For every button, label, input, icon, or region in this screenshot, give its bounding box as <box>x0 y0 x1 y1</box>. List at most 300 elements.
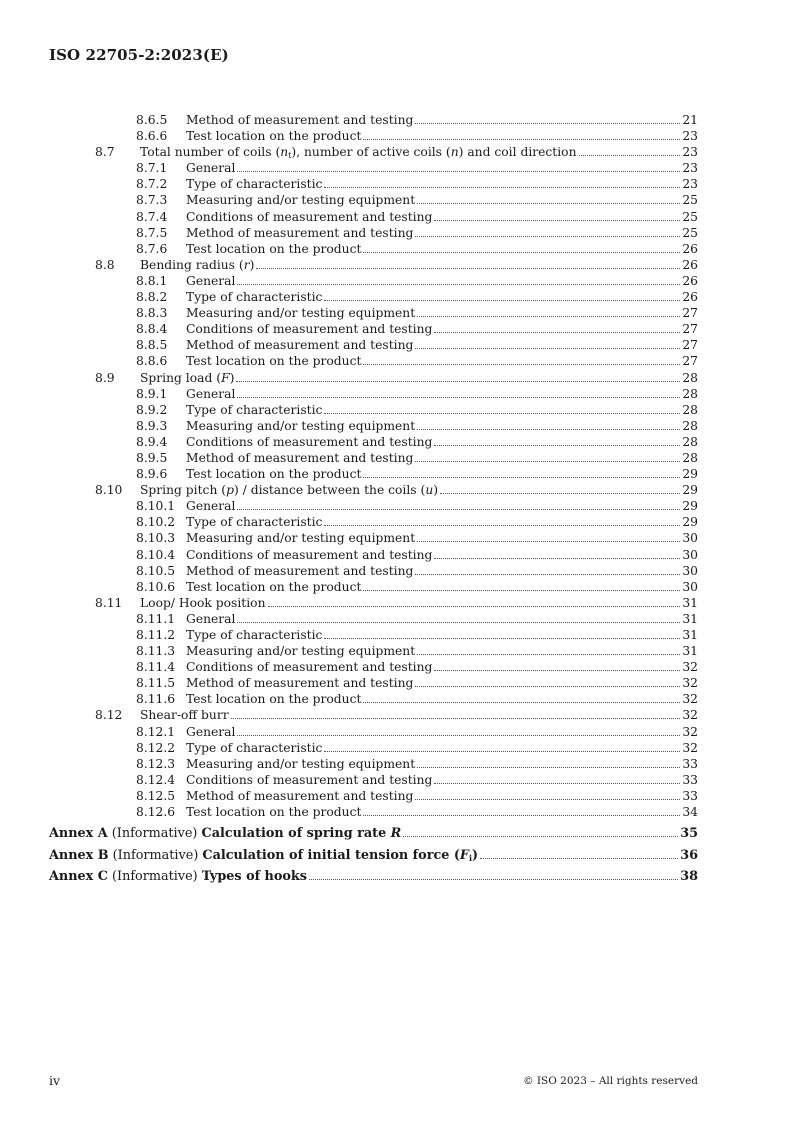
toc-entry-page[interactable]: 34 <box>682 805 698 820</box>
toc-entry-line <box>186 450 698 466</box>
title-variable: u <box>425 483 434 498</box>
toc-entry[interactable] <box>0 289 793 305</box>
title-variable: R <box>390 826 402 842</box>
dot-leader <box>237 509 680 510</box>
annex-page[interactable]: 38 <box>680 869 698 885</box>
toc-entry-page[interactable]: 30 <box>682 563 698 578</box>
toc-entry-line <box>140 707 698 723</box>
dot-leader <box>309 879 678 880</box>
toc-entry[interactable] <box>0 756 793 772</box>
toc-entry[interactable] <box>0 337 793 353</box>
toc-entry-line <box>186 273 698 289</box>
toc-entry-title[interactable]: Conditions of measurement and testing <box>186 547 433 562</box>
toc-entry[interactable] <box>0 611 793 627</box>
toc-entry[interactable] <box>0 595 793 611</box>
dot-leader <box>324 525 680 526</box>
toc-entry[interactable] <box>0 144 793 160</box>
toc-entry-page[interactable]: 29 <box>682 467 698 482</box>
annex-entry[interactable] <box>0 866 793 888</box>
toc-entry-page[interactable]: 29 <box>682 483 698 498</box>
toc-entry-number: 8.8.1 <box>136 273 168 288</box>
toc-entry-number: 8.7.1 <box>136 161 168 176</box>
toc-entry-line <box>186 627 698 643</box>
toc-entry-title[interactable]: Measuring and/or testing equipment <box>186 306 416 321</box>
toc-entry[interactable] <box>0 257 793 273</box>
toc-entry-line <box>186 740 698 756</box>
toc-entry-line <box>186 225 698 241</box>
toc-entry-number: 8.12.2 <box>136 740 176 755</box>
toc-entry-page[interactable]: 32 <box>682 740 698 755</box>
dot-leader <box>324 638 680 639</box>
toc-entry-page[interactable]: 26 <box>682 290 698 305</box>
toc-entry-number: 8.9.4 <box>136 434 168 449</box>
toc-entry-title[interactable]: Type of characteristic <box>186 740 323 755</box>
title-subscript: i <box>469 852 473 863</box>
dot-leader <box>363 139 680 140</box>
toc-entry-line <box>186 772 698 788</box>
toc-entry[interactable] <box>0 804 793 820</box>
toc-entry-title[interactable]: Test location on the product <box>186 241 362 256</box>
toc-entry[interactable] <box>0 659 793 675</box>
toc-entry-line <box>186 514 698 530</box>
annex-label: Annex A <box>49 826 108 842</box>
toc-entry-title[interactable]: Type of characteristic <box>186 628 323 642</box>
toc-entry[interactable] <box>0 482 793 498</box>
toc-entry-page[interactable]: 29 <box>682 499 698 514</box>
dot-leader <box>434 783 680 784</box>
toc-entry-line <box>186 160 698 176</box>
dot-leader <box>434 332 680 333</box>
toc-entry-title[interactable]: Measuring and/or testing equipment <box>186 193 416 208</box>
title-variable: n <box>280 145 289 160</box>
toc-entry[interactable] <box>0 724 793 740</box>
annex-title[interactable] <box>202 866 307 888</box>
toc-entry-line <box>186 321 698 337</box>
toc-entry-line <box>186 498 698 514</box>
title-text: ) and coil direction <box>458 145 577 160</box>
toc-entry-page[interactable]: 26 <box>682 257 698 272</box>
toc-entry-title[interactable]: Shear-off burr <box>140 708 229 723</box>
dot-leader <box>324 413 680 414</box>
annex-page[interactable]: 35 <box>680 826 698 842</box>
title-variable: r <box>243 257 250 272</box>
toc-entry-title[interactable]: Method of measurement and testing <box>186 113 414 127</box>
toc-entry-number: 8.6.6 <box>136 129 168 144</box>
toc-entry-title[interactable] <box>140 482 438 498</box>
title-variable: F <box>221 370 230 385</box>
toc-entry-number: 8.12 <box>95 708 123 723</box>
title-text: Total number of coils ( <box>140 145 281 160</box>
toc-entry[interactable] <box>0 772 793 788</box>
toc-entry-number: 8.9.5 <box>136 450 168 465</box>
title-variable: F <box>459 847 469 863</box>
dot-leader <box>417 316 680 317</box>
title-text: Types of hooks <box>201 869 308 885</box>
toc-entry[interactable] <box>0 128 793 144</box>
dot-leader <box>256 268 680 269</box>
toc-entry-line <box>186 643 698 659</box>
toc-entry-line <box>140 595 698 611</box>
title-text: Calculation of spring rate <box>201 826 391 842</box>
toc-entry-number: 8.9 <box>95 370 115 385</box>
dot-leader <box>417 429 680 430</box>
toc-entry-number: 8.7.2 <box>136 177 168 192</box>
toc-entry-page[interactable]: 31 <box>682 595 698 610</box>
toc-entry-line <box>186 466 698 482</box>
toc-entry-line <box>186 611 698 627</box>
toc-entry-title[interactable]: Conditions of measurement and testing <box>186 322 433 337</box>
toc-entry-title[interactable] <box>140 370 234 386</box>
annex-entry[interactable] <box>0 845 793 867</box>
toc-entry-page[interactable]: 23 <box>682 177 698 192</box>
toc-entry-page[interactable]: 27 <box>682 322 698 337</box>
toc-entry[interactable] <box>0 241 793 257</box>
annex-kind: (Informative) <box>111 826 198 842</box>
toc-entry-line <box>140 482 698 498</box>
toc-entry-title[interactable]: Method of measurement and testing <box>186 225 414 240</box>
toc-entry-line <box>186 305 698 321</box>
toc-entry[interactable] <box>0 225 793 241</box>
toc-entry-line <box>186 128 698 144</box>
toc-entry-page[interactable]: 33 <box>682 756 698 771</box>
toc-entry-title[interactable]: Conditions of measurement and testing <box>186 660 433 675</box>
toc-entry-title[interactable]: Type of characteristic <box>186 290 323 305</box>
annex-entry[interactable] <box>0 823 793 845</box>
annex-page[interactable]: 36 <box>680 847 698 863</box>
toc-entry-title[interactable]: Test location on the product <box>186 129 362 144</box>
toc-entry-line <box>186 530 698 546</box>
toc-entry-line <box>186 675 698 691</box>
dot-leader <box>440 493 680 494</box>
toc-entry-page[interactable]: 21 <box>682 113 698 127</box>
toc-entry-number: 8.11.5 <box>136 676 176 691</box>
toc-entry[interactable] <box>0 273 793 289</box>
toc-entry-number: 8.7.4 <box>136 209 168 224</box>
annex-title[interactable] <box>202 845 478 867</box>
toc-entry-page[interactable]: 29 <box>682 515 698 530</box>
toc-entry-page[interactable]: 28 <box>682 434 698 449</box>
title-text: Bending radius ( <box>140 257 244 272</box>
toc-entry-number: 8.11.4 <box>136 660 176 675</box>
toc-entry-page[interactable]: 31 <box>682 628 698 642</box>
toc-entry-page[interactable]: 28 <box>682 418 698 433</box>
toc-entry-page[interactable]: 31 <box>682 611 698 626</box>
toc-entry[interactable] <box>0 466 793 482</box>
toc-entry-number: 8.7 <box>95 145 115 160</box>
annex-entry-line <box>49 845 698 867</box>
toc-entry-number: 8.7.6 <box>136 241 168 256</box>
toc-entry[interactable] <box>0 691 793 707</box>
toc-entry-number: 8.11.3 <box>136 644 176 659</box>
toc-entry-page[interactable]: 32 <box>682 724 698 739</box>
dot-leader <box>415 461 680 462</box>
title-variable: n <box>450 145 459 160</box>
toc-entry[interactable] <box>0 321 793 337</box>
dot-leader <box>415 123 680 124</box>
toc-entry-number: 8.8.3 <box>136 306 168 321</box>
toc-entry-title[interactable]: Method of measurement and testing <box>186 450 414 465</box>
annex-entry-line <box>49 866 698 888</box>
toc-entry-line <box>186 176 698 192</box>
toc-entry-page[interactable]: 27 <box>682 306 698 321</box>
toc-entry-title[interactable]: Type of characteristic <box>186 515 323 530</box>
toc-entry-page[interactable]: 23 <box>682 129 698 144</box>
title-text: ), number of active coils ( <box>291 145 451 160</box>
toc-entry-line <box>186 547 698 563</box>
annex-label: Annex B <box>49 847 109 863</box>
toc-entry[interactable] <box>0 707 793 723</box>
toc-entry[interactable] <box>0 450 793 466</box>
toc-entry[interactable] <box>0 112 793 128</box>
toc-entry-title[interactable]: General <box>186 386 236 401</box>
toc-entry-title[interactable]: Measuring and/or testing equipment <box>186 418 416 433</box>
toc-entry-number: 8.10.5 <box>136 563 176 578</box>
toc-entry[interactable] <box>0 192 793 208</box>
toc-entry-number: 8.8.6 <box>136 354 168 369</box>
toc-entry-title[interactable]: Measuring and/or testing equipment <box>186 644 416 659</box>
toc-entry-page[interactable]: 25 <box>682 209 698 224</box>
title-text: ) <box>229 370 235 385</box>
dot-leader <box>434 220 680 221</box>
toc-entry-page[interactable]: 33 <box>682 772 698 787</box>
toc-entry-title[interactable]: Test location on the product <box>186 805 362 820</box>
toc-entry-number: 8.11.2 <box>136 628 176 642</box>
toc-entry-line <box>186 353 698 369</box>
dot-leader <box>237 171 680 172</box>
title-subscript: t <box>288 151 292 161</box>
toc-entry-number: 8.12.3 <box>136 756 176 771</box>
toc-entry-page[interactable]: 23 <box>682 161 698 176</box>
dot-leader <box>363 702 680 703</box>
toc-entry[interactable] <box>0 740 793 756</box>
toc-entry-number: 8.12.1 <box>136 724 176 739</box>
toc-entry-number: 8.11.1 <box>136 611 176 626</box>
toc-entry-number: 8.7.3 <box>136 193 168 208</box>
toc-entry-line <box>186 724 698 740</box>
toc-entry-page[interactable]: 25 <box>682 225 698 240</box>
toc-entry-title[interactable]: Measuring and/or testing equipment <box>186 756 416 771</box>
toc-entry-line <box>186 788 698 804</box>
toc-entry-title[interactable]: Test location on the product <box>186 579 362 594</box>
toc-entry[interactable] <box>0 434 793 450</box>
toc-entry-number: 8.10 <box>95 483 123 498</box>
toc-entry-page[interactable]: 28 <box>682 450 698 465</box>
dot-leader <box>237 622 680 623</box>
toc-entry-number: 8.7.5 <box>136 225 168 240</box>
toc-entry-page[interactable]: 27 <box>682 338 698 353</box>
toc-entry[interactable] <box>0 176 793 192</box>
toc-entry[interactable] <box>0 160 793 176</box>
toc-entry-line <box>186 289 698 305</box>
dot-leader <box>231 718 681 719</box>
toc-entry[interactable] <box>0 514 793 530</box>
dot-leader <box>417 767 680 768</box>
dot-leader <box>434 670 680 671</box>
toc-entry-number: 8.10.4 <box>136 547 176 562</box>
dot-leader <box>415 236 680 237</box>
toc-entry-page[interactable]: 23 <box>682 145 698 160</box>
dot-leader <box>434 445 680 446</box>
toc-entry[interactable] <box>0 579 793 595</box>
toc-entry-title[interactable]: Conditions of measurement and testing <box>186 209 433 224</box>
toc-entry-page[interactable]: 30 <box>682 579 698 594</box>
dot-leader <box>324 300 680 301</box>
toc-entry-page[interactable]: 32 <box>682 676 698 691</box>
toc-entry[interactable] <box>0 643 793 659</box>
toc-entry-line <box>140 370 698 386</box>
toc-entry-number: 8.9.6 <box>136 467 168 482</box>
toc-entry-line <box>186 402 698 418</box>
toc-entry-line <box>186 209 698 225</box>
toc-entry-title[interactable]: General <box>186 161 236 176</box>
title-text: ) / distance between the coils ( <box>233 483 426 498</box>
toc-entry[interactable] <box>0 675 793 691</box>
toc-entry[interactable] <box>0 209 793 225</box>
toc-entry-title[interactable]: Method of measurement and testing <box>186 788 414 803</box>
annex-kind: (Informative) <box>112 847 199 863</box>
dot-leader <box>415 686 680 687</box>
toc-entry-number: 8.10.3 <box>136 531 176 546</box>
toc-entry[interactable] <box>0 353 793 369</box>
toc-entry-line <box>186 241 698 257</box>
annex-entry-line <box>49 823 698 845</box>
dot-leader <box>363 590 680 591</box>
toc-entry-number: 8.10.6 <box>136 579 176 594</box>
toc-entry-page[interactable]: 25 <box>682 193 698 208</box>
toc-entry[interactable] <box>0 386 793 402</box>
dot-leader <box>363 815 680 816</box>
toc-entry[interactable] <box>0 788 793 804</box>
toc-entry-page[interactable]: 26 <box>682 273 698 288</box>
toc-entry-number: 8.8.2 <box>136 290 168 305</box>
dot-leader <box>579 155 681 156</box>
toc-entry-page[interactable]: 33 <box>682 788 698 803</box>
toc-entry-page[interactable]: 31 <box>682 644 698 659</box>
toc-entry[interactable] <box>0 627 793 643</box>
toc-entry-number: 8.11.6 <box>136 692 176 707</box>
dot-leader <box>363 364 680 365</box>
toc-entry-line <box>186 337 698 353</box>
title-text: Calculation of initial tension force ( <box>202 847 460 863</box>
table-of-contents <box>0 112 793 888</box>
toc-entry-line <box>186 418 698 434</box>
toc-entry-title[interactable]: Type of characteristic <box>186 177 323 192</box>
toc-entry-line <box>186 386 698 402</box>
annex-label: Annex C <box>49 869 108 885</box>
dot-leader <box>363 477 680 478</box>
toc-entry-number: 8.11 <box>95 595 123 610</box>
toc-entry[interactable] <box>0 547 793 563</box>
dot-leader <box>480 858 678 859</box>
toc-entry-page[interactable]: 26 <box>682 241 698 256</box>
toc-entry-title[interactable]: General <box>186 724 236 739</box>
toc-entry-page[interactable]: 30 <box>682 547 698 562</box>
toc-entry-line <box>186 112 698 128</box>
toc-entry-page[interactable]: 30 <box>682 531 698 546</box>
toc-entry-number: 8.9.2 <box>136 402 168 417</box>
title-variable: p <box>226 483 234 498</box>
toc-entry-page[interactable]: 28 <box>682 386 698 401</box>
toc-entry[interactable] <box>0 530 793 546</box>
dot-leader <box>434 558 680 559</box>
toc-entry-title[interactable]: Conditions of measurement and testing <box>186 434 433 449</box>
toc-entry-line <box>186 756 698 772</box>
dot-leader <box>324 187 680 188</box>
toc-entry[interactable] <box>0 305 793 321</box>
toc-entry-title[interactable] <box>140 257 254 273</box>
toc-entry[interactable] <box>0 498 793 514</box>
toc-entry-line <box>186 804 698 820</box>
toc-entry-line <box>186 563 698 579</box>
title-text: Spring pitch ( <box>140 483 227 498</box>
dot-leader <box>417 541 680 542</box>
toc-entry-title[interactable]: Measuring and/or testing equipment <box>186 531 416 546</box>
toc-entry-title[interactable]: Method of measurement and testing <box>186 563 414 578</box>
toc-entry-page[interactable]: 27 <box>682 354 698 369</box>
toc-entry-line <box>186 659 698 675</box>
toc-entry-number: 8.8.5 <box>136 338 168 353</box>
title-text: ) <box>249 257 255 272</box>
toc-entry-page[interactable]: 32 <box>682 708 698 723</box>
toc-entry-title[interactable]: General <box>186 273 236 288</box>
toc-entry-title[interactable]: Conditions of measurement and testing <box>186 772 433 787</box>
dot-leader <box>417 654 680 655</box>
dot-leader <box>403 836 678 837</box>
toc-entry-page[interactable]: 28 <box>682 370 698 385</box>
dot-leader <box>237 397 680 398</box>
dot-leader <box>415 799 680 800</box>
toc-entry-number: 8.8.4 <box>136 322 168 337</box>
toc-entry[interactable] <box>0 402 793 418</box>
toc-entry-line <box>186 434 698 450</box>
toc-entry-title[interactable]: Test location on the product <box>186 692 362 707</box>
dot-leader <box>415 348 680 349</box>
toc-entry-number: 8.9.3 <box>136 418 168 433</box>
toc-entry-number: 8.10.1 <box>136 499 176 514</box>
dot-leader <box>324 751 680 752</box>
toc-entry-title[interactable]: General <box>186 499 236 514</box>
page-number: iv <box>49 1073 61 1088</box>
toc-entry-page[interactable]: 32 <box>682 692 698 707</box>
title-text: ) <box>472 847 479 863</box>
toc-entry-line <box>186 579 698 595</box>
toc-entry-title[interactable]: Test location on the product <box>186 467 362 482</box>
toc-entry[interactable] <box>0 418 793 434</box>
toc-entry-line <box>186 192 698 208</box>
title-text: Spring load ( <box>140 370 222 385</box>
dot-leader <box>417 203 680 204</box>
toc-entry-number: 8.10.2 <box>136 515 176 530</box>
toc-entry-page[interactable]: 32 <box>682 660 698 675</box>
toc-entry-number: 8.12.6 <box>136 805 176 820</box>
toc-entry[interactable] <box>0 563 793 579</box>
toc-entry-title[interactable] <box>140 144 577 160</box>
toc-entry-line <box>186 691 698 707</box>
toc-entry-title[interactable]: General <box>186 611 236 626</box>
toc-entry-title[interactable]: Test location on the product <box>186 354 362 369</box>
annex-title[interactable] <box>202 823 402 845</box>
dot-leader <box>237 735 680 736</box>
toc-entry[interactable] <box>0 370 793 386</box>
toc-entry-title[interactable]: Method of measurement and testing <box>186 676 414 691</box>
title-text: ) <box>433 483 439 498</box>
toc-entry-number: 8.6.5 <box>136 113 168 127</box>
toc-entry-title[interactable]: Loop/ Hook position <box>140 595 266 610</box>
toc-entry-title[interactable]: Type of characteristic <box>186 402 323 417</box>
dot-leader <box>415 574 680 575</box>
toc-entry-page[interactable]: 28 <box>682 402 698 417</box>
toc-entry-title[interactable]: Method of measurement and testing <box>186 338 414 353</box>
